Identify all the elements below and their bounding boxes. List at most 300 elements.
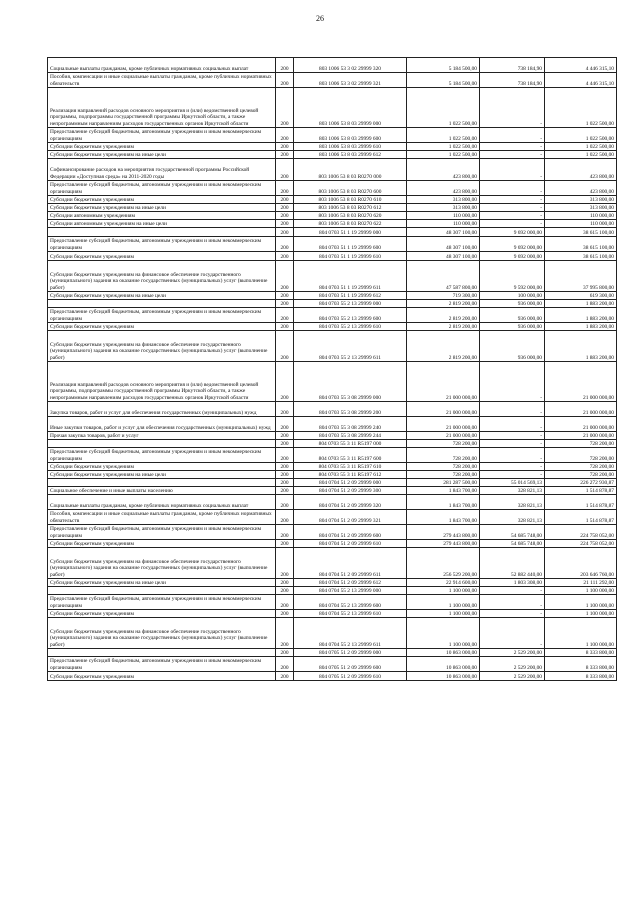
row-unexecuted-amount: 8 333 800,00 xyxy=(545,657,617,672)
row-executed-amount: 55 014 569,13 xyxy=(480,479,545,487)
budget-table xyxy=(47,57,617,681)
row-unexecuted-amount: 619 300,00 xyxy=(545,292,617,300)
row-line-code: 200 xyxy=(276,300,294,308)
row-name: Предоставление субсидий бюджетным, автономным учреждениям и иным некоммерческим организациям xyxy=(48,308,276,323)
row-executed-amount: 936 000,00 xyxy=(480,323,545,331)
table-row xyxy=(48,252,617,261)
row-approved-amount: 728 200,00 xyxy=(407,448,480,463)
budget-table-body xyxy=(48,58,617,681)
row-name: Субсидии бюджетным учреждениям xyxy=(48,463,276,471)
row-executed-amount: 9 692 000,00 xyxy=(480,252,545,261)
row-line-code: 200 xyxy=(276,487,294,495)
row-classification-code: 804 0704 51 2 09 29999 000 xyxy=(294,479,407,487)
row-executed-amount: - xyxy=(480,587,545,595)
row-unexecuted-amount: 1 100 000,00 xyxy=(545,595,617,610)
row-unexecuted-amount: 728 200,00 xyxy=(545,448,617,463)
row-classification-code: 803 1006 53 8 03 R0270 000 xyxy=(294,159,407,181)
table-row xyxy=(48,540,617,548)
row-unexecuted-amount: 224 758 052,00 xyxy=(545,540,617,548)
table-row xyxy=(48,308,617,323)
row-approved-amount: 1 843 700,00 xyxy=(407,510,480,525)
row-classification-code: 804 0704 51 2 09 29999 612 xyxy=(294,579,407,587)
row-line-code: 200 xyxy=(276,308,294,323)
row-name xyxy=(48,479,276,487)
row-line-code: 200 xyxy=(276,181,294,196)
table-row xyxy=(48,292,617,300)
table-row xyxy=(48,649,617,657)
row-classification-code: 804 0703 51 1 19 29999 000 xyxy=(294,228,407,237)
row-unexecuted-amount: 38 615 100,00 xyxy=(545,252,617,261)
row-name: Реализация направлений расходов основного мероприятия и (или) ведомственной целевой программы, подпрограммы государственной программы Иркутской области, а также непрограммным направлениям расходов государственных органов Иркутской области xyxy=(48,88,276,128)
row-unexecuted-amount: 203 646 760,00 xyxy=(545,548,617,579)
row-executed-amount: 328 821,13 xyxy=(480,495,545,510)
row-name: Иные закупки товаров, работ и услуг для обеспечения государственных (муниципальных) нужд xyxy=(48,417,276,432)
row-unexecuted-amount: 110 000,00 xyxy=(545,212,617,220)
table-row xyxy=(48,362,617,402)
row-unexecuted-amount: 1 514 878,87 xyxy=(545,495,617,510)
row-name: Социальные выплаты гражданам, кроме публичных нормативных социальных выплат xyxy=(48,495,276,510)
table-row xyxy=(48,331,617,362)
row-approved-amount: 1 100 000,00 xyxy=(407,610,480,618)
row-classification-code: 804 0703 55 3 08 29999 240 xyxy=(294,417,407,432)
row-name: Субсидии бюджетным учреждениям на иные цели xyxy=(48,292,276,300)
row-name: Закупка товаров, работ и услуг для обеспечения государственных (муниципальных) нужд xyxy=(48,402,276,417)
row-name: Субсидии бюджетным учреждениям xyxy=(48,610,276,618)
row-approved-amount: 1 100 000,00 xyxy=(407,595,480,610)
table-row xyxy=(48,471,617,479)
table-row xyxy=(48,525,617,540)
table-row xyxy=(48,579,617,587)
row-classification-code: 804 0703 55 3 08 29999 200 xyxy=(294,402,407,417)
table-row xyxy=(48,151,617,159)
row-executed-amount: 2 529 200,00 xyxy=(480,657,545,672)
table-row xyxy=(48,323,617,331)
row-executed-amount: - xyxy=(480,471,545,479)
row-unexecuted-amount: 1 100 000,00 xyxy=(545,618,617,649)
row-approved-amount: 10 863 000,00 xyxy=(407,672,480,681)
row-classification-code: 804 0703 55 3 11 R5197 000 xyxy=(294,440,407,448)
row-unexecuted-amount: 313 800,00 xyxy=(545,204,617,212)
row-classification-code: 803 1006 53 8 03 R0270 610 xyxy=(294,196,407,204)
table-row xyxy=(48,495,617,510)
row-name: Субсидии бюджетным учреждениям на иные цели xyxy=(48,151,276,159)
row-name: Пособия, компенсации и иные социальные выплаты гражданам, кроме публичных нормативных обязательств xyxy=(48,73,276,88)
table-row xyxy=(48,237,617,252)
table-row xyxy=(48,159,617,181)
row-executed-amount: - xyxy=(480,432,545,440)
table-row xyxy=(48,181,617,196)
row-approved-amount: 10 863 000,00 xyxy=(407,657,480,672)
row-classification-code: 804 0703 55 3 11 R5197 610 xyxy=(294,463,407,471)
table-row xyxy=(48,432,617,440)
row-name xyxy=(48,228,276,237)
row-name: Пособия, компенсации и иные социальные выплаты гражданам, кроме публичных нормативных обязательств xyxy=(48,510,276,525)
row-unexecuted-amount: 110 000,00 xyxy=(545,220,617,228)
row-line-code: 200 xyxy=(276,128,294,143)
row-approved-amount: 423 800,00 xyxy=(407,159,480,181)
row-classification-code: 803 1006 53 3 02 29999 321 xyxy=(294,73,407,88)
row-line-code: 200 xyxy=(276,417,294,432)
row-classification-code: 804 0704 51 2 09 29999 321 xyxy=(294,510,407,525)
row-line-code: 200 xyxy=(276,618,294,649)
row-line-code: 200 xyxy=(276,672,294,681)
row-line-code: 200 xyxy=(276,657,294,672)
table-row xyxy=(48,510,617,525)
row-executed-amount: 54 685 748,00 xyxy=(480,525,545,540)
row-classification-code: 804 0703 55 3 08 29999 244 xyxy=(294,432,407,440)
row-approved-amount: 48 307 100,00 xyxy=(407,228,480,237)
row-line-code: 200 xyxy=(276,73,294,88)
row-name xyxy=(48,649,276,657)
row-classification-code: 804 0703 51 1 19 29999 611 xyxy=(294,261,407,292)
row-classification-code: 804 0704 51 2 09 29999 320 xyxy=(294,495,407,510)
row-line-code: 200 xyxy=(276,331,294,362)
row-executed-amount: 100 000,00 xyxy=(480,292,545,300)
row-approved-amount: 21 000 000,00 xyxy=(407,417,480,432)
table-row xyxy=(48,595,617,610)
row-unexecuted-amount: 4 446 315,10 xyxy=(545,73,617,88)
row-line-code: 200 xyxy=(276,204,294,212)
row-line-code: 200 xyxy=(276,610,294,618)
row-executed-amount: 328 821,13 xyxy=(480,487,545,495)
row-executed-amount: 9 592 000,00 xyxy=(480,261,545,292)
table-row xyxy=(48,487,617,495)
table-row xyxy=(48,587,617,595)
row-line-code: 200 xyxy=(276,479,294,487)
table-row xyxy=(48,618,617,649)
row-name: Предоставление субсидий бюджетным, автономным учреждениям и иным некоммерческим организациям xyxy=(48,237,276,252)
row-classification-code: 804 0703 55 2 13 29999 611 xyxy=(294,331,407,362)
table-row xyxy=(48,463,617,471)
row-approved-amount: 279 443 800,00 xyxy=(407,525,480,540)
row-classification-code: 803 1006 53 8 03 R0270 612 xyxy=(294,204,407,212)
row-executed-amount: - xyxy=(480,463,545,471)
row-line-code: 200 xyxy=(276,323,294,331)
row-line-code: 200 xyxy=(276,540,294,548)
row-classification-code: 804 0704 55 2 13 29999 611 xyxy=(294,618,407,649)
row-name xyxy=(48,300,276,308)
row-line-code: 200 xyxy=(276,159,294,181)
row-line-code: 200 xyxy=(276,143,294,151)
row-executed-amount: - xyxy=(480,159,545,181)
row-unexecuted-amount: 313 800,00 xyxy=(545,196,617,204)
row-name: Субсидии бюджетным учреждениям xyxy=(48,672,276,681)
row-name: Предоставление субсидий бюджетным, автономным учреждениям и иным некоммерческим организациям xyxy=(48,448,276,463)
row-line-code: 200 xyxy=(276,448,294,463)
row-classification-code: 804 0704 55 2 13 29999 000 xyxy=(294,587,407,595)
row-classification-code: 803 1006 53 8 03 29999 610 xyxy=(294,143,407,151)
row-executed-amount: 328 821,13 xyxy=(480,510,545,525)
row-classification-code: 804 0704 51 2 09 29999 610 xyxy=(294,540,407,548)
row-line-code: 200 xyxy=(276,220,294,228)
row-classification-code: 804 0704 51 2 09 29999 611 xyxy=(294,548,407,579)
row-approved-amount: 719 300,00 xyxy=(407,292,480,300)
row-executed-amount: - xyxy=(480,610,545,618)
row-unexecuted-amount: 8 333 800,00 xyxy=(545,672,617,681)
table-row xyxy=(48,196,617,204)
row-unexecuted-amount: 21 000 000,00 xyxy=(545,432,617,440)
row-unexecuted-amount: 1 514 878,87 xyxy=(545,510,617,525)
row-approved-amount: 2 819 200,00 xyxy=(407,331,480,362)
row-approved-amount: 47 587 800,00 xyxy=(407,261,480,292)
row-classification-code: 803 1006 53 8 03 29999 000 xyxy=(294,88,407,128)
row-name: Предоставление субсидий бюджетным, автономным учреждениям и иным некоммерческим организациям xyxy=(48,181,276,196)
row-classification-code: 804 0703 55 2 13 29999 600 xyxy=(294,308,407,323)
row-unexecuted-amount: 4 446 315,10 xyxy=(545,58,617,73)
row-approved-amount: 1 100 000,00 xyxy=(407,587,480,595)
row-executed-amount: - xyxy=(480,220,545,228)
row-approved-amount: 21 000 000,00 xyxy=(407,402,480,417)
row-name: Субсидии бюджетным учреждениям на иные цели xyxy=(48,204,276,212)
row-line-code: 200 xyxy=(276,579,294,587)
row-line-code: 200 xyxy=(276,212,294,220)
row-name: Предоставление субсидий бюджетным, автономным учреждениям и иным некоммерческим организациям xyxy=(48,525,276,540)
row-name: Предоставление субсидий бюджетным, автономным учреждениям и иным некоммерческим организациям xyxy=(48,657,276,672)
row-unexecuted-amount: 423 800,00 xyxy=(545,181,617,196)
row-unexecuted-amount: 1 022 500,00 xyxy=(545,88,617,128)
row-executed-amount: - xyxy=(480,402,545,417)
row-classification-code: 804 0703 55 3 11 R5197 612 xyxy=(294,471,407,479)
row-name: Предоставление субсидий бюджетным, автономным учреждениям и иным некоммерческим организациям xyxy=(48,595,276,610)
row-unexecuted-amount: 37 995 800,00 xyxy=(545,261,617,292)
row-unexecuted-amount: 728 200,00 xyxy=(545,440,617,448)
table-row xyxy=(48,548,617,579)
row-name: Субсидии бюджетным учреждениям на иные цели xyxy=(48,471,276,479)
row-name: Социальные выплаты гражданам, кроме публичных нормативных социальных выплат xyxy=(48,58,276,73)
row-name xyxy=(48,587,276,595)
row-name: Субсидии автономным учреждениям на иные цели xyxy=(48,220,276,228)
row-executed-amount: 52 882 440,00 xyxy=(480,548,545,579)
row-classification-code: 803 1006 53 8 03 R0270 600 xyxy=(294,181,407,196)
row-classification-code: 804 0703 55 2 13 29999 610 xyxy=(294,323,407,331)
row-approved-amount: 313 800,00 xyxy=(407,204,480,212)
table-row xyxy=(48,220,617,228)
row-executed-amount: 9 692 000,00 xyxy=(480,228,545,237)
row-executed-amount: 936 000,00 xyxy=(480,300,545,308)
row-approved-amount: 728 200,00 xyxy=(407,463,480,471)
row-approved-amount: 10 863 000,00 xyxy=(407,649,480,657)
row-line-code: 200 xyxy=(276,463,294,471)
row-approved-amount: 21 000 000,00 xyxy=(407,362,480,402)
table-row xyxy=(48,440,617,448)
row-approved-amount: 110 000,00 xyxy=(407,212,480,220)
row-classification-code: 804 0705 51 2 09 29999 600 xyxy=(294,657,407,672)
row-approved-amount: 279 443 800,00 xyxy=(407,540,480,548)
table-row xyxy=(48,610,617,618)
row-unexecuted-amount: 1 883 200,00 xyxy=(545,331,617,362)
row-approved-amount: 728 200,00 xyxy=(407,471,480,479)
row-name: Субсидии бюджетным учреждениям на финансовое обеспечение государственного (муниципального) задания на оказание государственных (муниципальных) услуг (выполнение работ) xyxy=(48,618,276,649)
row-executed-amount: 936 000,00 xyxy=(480,331,545,362)
row-unexecuted-amount: 728 200,00 xyxy=(545,463,617,471)
table-row xyxy=(48,657,617,672)
row-approved-amount: 1 843 700,00 xyxy=(407,487,480,495)
row-approved-amount: 256 529 200,00 xyxy=(407,548,480,579)
row-executed-amount: - xyxy=(480,212,545,220)
table-row xyxy=(48,417,617,432)
row-line-code: 200 xyxy=(276,495,294,510)
row-line-code: 200 xyxy=(276,525,294,540)
row-executed-amount: - xyxy=(480,196,545,204)
row-unexecuted-amount: 226 272 930,87 xyxy=(545,479,617,487)
row-name: Прочая закупка товаров, работ и услуг xyxy=(48,432,276,440)
row-classification-code: 804 0703 51 1 19 29999 610 xyxy=(294,252,407,261)
table-row xyxy=(48,300,617,308)
row-unexecuted-amount: 1 883 200,00 xyxy=(545,308,617,323)
row-name: Субсидии бюджетным учреждениям xyxy=(48,323,276,331)
row-executed-amount: 738 184,90 xyxy=(480,73,545,88)
row-name: Субсидии бюджетным учреждениям xyxy=(48,252,276,261)
row-name: Реализация направлений расходов основного мероприятия и (или) ведомственной целевой программы, подпрограммы государственной программы Иркутской области, а также непрограммным направлениям расходов государственных органов Иркутской области xyxy=(48,362,276,402)
row-approved-amount: 1 022 500,00 xyxy=(407,151,480,159)
row-name: Социальное обеспечение и иные выплаты населению xyxy=(48,487,276,495)
row-line-code: 200 xyxy=(276,649,294,657)
row-unexecuted-amount: 21 000 000,00 xyxy=(545,417,617,432)
row-name: Субсидии бюджетным учреждениям на финансовое обеспечение государственного (муниципального) задания на оказание государственных (муниципальных) услуг (выполнение работ) xyxy=(48,261,276,292)
row-name: Субсидии автономным учреждениям xyxy=(48,212,276,220)
row-line-code: 200 xyxy=(276,252,294,261)
row-executed-amount: 2 529 200,00 xyxy=(480,649,545,657)
row-name: Субсидии бюджетным учреждениям на финансовое обеспечение государственного (муниципального) задания на оказание государственных (муниципальных) услуг (выполнение работ) xyxy=(48,331,276,362)
row-classification-code: 804 0705 51 2 09 29999 000 xyxy=(294,649,407,657)
row-unexecuted-amount: 1 022 500,00 xyxy=(545,151,617,159)
row-approved-amount: 728 200,00 xyxy=(407,440,480,448)
row-executed-amount: 738 184,90 xyxy=(480,58,545,73)
row-line-code: 200 xyxy=(276,587,294,595)
row-executed-amount: - xyxy=(480,151,545,159)
row-unexecuted-amount: 21 000 000,00 xyxy=(545,362,617,402)
row-name: Субсидии бюджетным учреждениям на иные цели xyxy=(48,579,276,587)
table-row xyxy=(48,479,617,487)
row-line-code: 200 xyxy=(276,432,294,440)
table-row xyxy=(48,58,617,73)
row-unexecuted-amount: 1 022 500,00 xyxy=(545,128,617,143)
row-approved-amount: 1 022 500,00 xyxy=(407,128,480,143)
row-approved-amount: 1 843 700,00 xyxy=(407,495,480,510)
row-classification-code: 804 0704 51 2 09 29999 300 xyxy=(294,487,407,495)
row-unexecuted-amount: 38 615 100,00 xyxy=(545,228,617,237)
row-line-code: 200 xyxy=(276,362,294,402)
table-row xyxy=(48,228,617,237)
row-classification-code: 803 1006 53 8 03 29999 612 xyxy=(294,151,407,159)
row-executed-amount: - xyxy=(480,143,545,151)
page-number: 26 xyxy=(316,14,324,23)
row-executed-amount: - xyxy=(480,440,545,448)
row-classification-code: 804 0703 51 1 19 29999 600 xyxy=(294,237,407,252)
row-approved-amount: 110 000,00 xyxy=(407,220,480,228)
row-unexecuted-amount: 728 200,00 xyxy=(545,471,617,479)
row-line-code: 200 xyxy=(276,292,294,300)
row-approved-amount: 48 307 100,00 xyxy=(407,237,480,252)
row-executed-amount: - xyxy=(480,618,545,649)
table-row xyxy=(48,402,617,417)
table-row xyxy=(48,448,617,463)
row-approved-amount: 21 000 000,00 xyxy=(407,432,480,440)
row-line-code: 200 xyxy=(276,548,294,579)
row-classification-code: 804 0704 55 2 13 29999 600 xyxy=(294,595,407,610)
row-classification-code: 804 0703 55 2 13 29999 000 xyxy=(294,300,407,308)
row-classification-code: 804 0705 51 2 09 29999 610 xyxy=(294,672,407,681)
table-row xyxy=(48,672,617,681)
row-line-code: 200 xyxy=(276,440,294,448)
row-executed-amount: - xyxy=(480,128,545,143)
row-classification-code: 804 0703 51 1 19 29999 612 xyxy=(294,292,407,300)
row-executed-amount: 9 692 000,00 xyxy=(480,237,545,252)
table-row xyxy=(48,212,617,220)
row-approved-amount: 5 184 500,00 xyxy=(407,73,480,88)
row-approved-amount: 22 914 600,00 xyxy=(407,579,480,587)
row-unexecuted-amount: 423 800,00 xyxy=(545,159,617,181)
row-executed-amount: - xyxy=(480,181,545,196)
row-approved-amount: 281 287 500,00 xyxy=(407,479,480,487)
row-line-code: 200 xyxy=(276,261,294,292)
row-line-code: 200 xyxy=(276,510,294,525)
row-unexecuted-amount: 1 883 200,00 xyxy=(545,323,617,331)
table-row xyxy=(48,73,617,88)
row-classification-code: 804 0704 55 2 13 29999 610 xyxy=(294,610,407,618)
row-unexecuted-amount: 1 100 000,00 xyxy=(545,587,617,595)
row-unexecuted-amount: 38 615 100,00 xyxy=(545,237,617,252)
row-executed-amount: 936 000,00 xyxy=(480,308,545,323)
row-line-code: 200 xyxy=(276,228,294,237)
row-executed-amount: - xyxy=(480,417,545,432)
row-approved-amount: 2 819 200,00 xyxy=(407,323,480,331)
row-unexecuted-amount: 8 333 800,00 xyxy=(545,649,617,657)
row-name: Субсидии бюджетным учреждениям xyxy=(48,143,276,151)
row-name: Субсидии бюджетным учреждениям xyxy=(48,540,276,548)
row-executed-amount: - xyxy=(480,362,545,402)
row-approved-amount: 1 022 500,00 xyxy=(407,143,480,151)
row-classification-code: 803 1006 53 8 03 R0270 620 xyxy=(294,212,407,220)
row-unexecuted-amount: 21 111 292,00 xyxy=(545,579,617,587)
row-line-code: 200 xyxy=(276,471,294,479)
row-name: Предоставление субсидий бюджетным, автономным учреждениям и иным некоммерческим организациям xyxy=(48,128,276,143)
row-unexecuted-amount: 1 022 500,00 xyxy=(545,143,617,151)
row-approved-amount: 1 022 500,00 xyxy=(407,88,480,128)
row-line-code: 200 xyxy=(276,151,294,159)
row-classification-code: 804 0704 51 2 09 29999 600 xyxy=(294,525,407,540)
row-name: Субсидии бюджетным учреждениям xyxy=(48,196,276,204)
row-unexecuted-amount: 1 883 200,00 xyxy=(545,300,617,308)
row-executed-amount: - xyxy=(480,88,545,128)
table-row xyxy=(48,128,617,143)
table-row xyxy=(48,143,617,151)
row-executed-amount: 2 529 200,00 xyxy=(480,672,545,681)
row-classification-code: 803 1006 53 8 03 R0270 622 xyxy=(294,220,407,228)
table-row xyxy=(48,261,617,292)
row-name: Софинансирование расходов на мероприятия государственной программы Российской Федерации «Доступная среда» на 2011-2020 годы xyxy=(48,159,276,181)
row-line-code: 200 xyxy=(276,595,294,610)
row-line-code: 200 xyxy=(276,402,294,417)
row-approved-amount: 2 819 200,00 xyxy=(407,308,480,323)
row-executed-amount: 54 685 748,00 xyxy=(480,540,545,548)
row-name: Субсидии бюджетным учреждениям на финансовое обеспечение государственного (муниципального) задания на оказание государственных (муниципальных) услуг (выполнение работ) xyxy=(48,548,276,579)
row-classification-code: 804 0703 55 3 08 29999 000 xyxy=(294,362,407,402)
row-unexecuted-amount: 1 100 000,00 xyxy=(545,610,617,618)
row-executed-amount: - xyxy=(480,595,545,610)
row-unexecuted-amount: 1 514 878,87 xyxy=(545,487,617,495)
row-approved-amount: 1 100 000,00 xyxy=(407,618,480,649)
row-line-code: 200 xyxy=(276,196,294,204)
row-approved-amount: 2 819 200,00 xyxy=(407,300,480,308)
row-executed-amount: - xyxy=(480,448,545,463)
row-approved-amount: 313 800,00 xyxy=(407,196,480,204)
row-approved-amount: 5 184 500,00 xyxy=(407,58,480,73)
row-approved-amount: 423 800,00 xyxy=(407,181,480,196)
row-approved-amount: 48 307 100,00 xyxy=(407,252,480,261)
row-line-code: 200 xyxy=(276,237,294,252)
row-line-code: 200 xyxy=(276,58,294,73)
